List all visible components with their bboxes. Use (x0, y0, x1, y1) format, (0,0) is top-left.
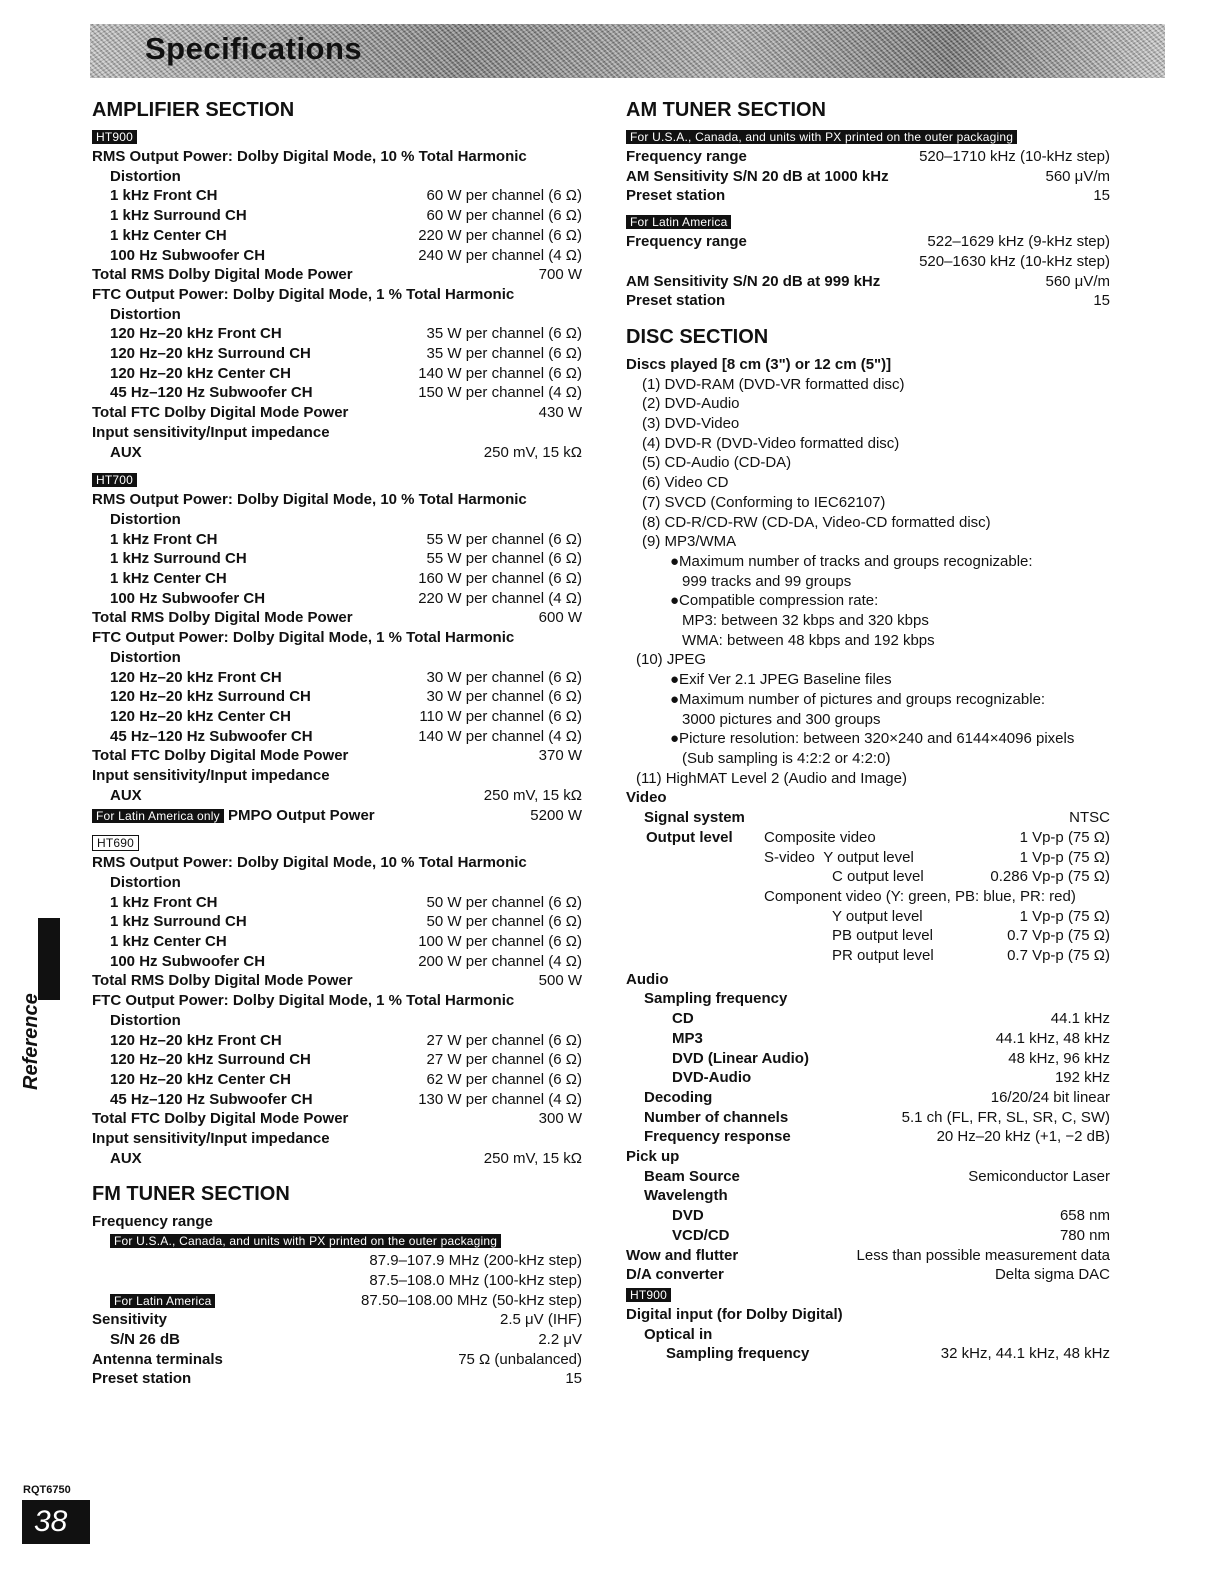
spec-row: S/N 26 dB 2.2 μV (110, 1330, 582, 1348)
spec-row: Total RMS Dolby Digital Mode Power 600 W (92, 609, 582, 627)
spec-row: Frequency range 522–1629 kHz (9-kHz step) (626, 233, 1110, 251)
spec-row: Decoding 16/20/24 bit linear (644, 1088, 1110, 1106)
spec-row: Beam Source Semiconductor Laser (644, 1167, 1110, 1185)
spec-heading: Pick up (626, 1148, 680, 1166)
list-note: ●Maximum number of tracks and groups recognizable: (670, 552, 1033, 570)
spec-row: Total RMS Dolby Digital Mode Power 700 W (92, 266, 582, 284)
spec-subheading: Distortion (110, 305, 181, 323)
list-item: (5) CD-Audio (CD-DA) (642, 454, 792, 472)
list-note: WMA: between 48 kbps and 192 kbps (682, 631, 935, 649)
list-item: (7) SVCD (Conforming to IEC62107) (642, 493, 886, 511)
model-badge: HT700 (92, 473, 137, 487)
spec-row: Sampling frequency 32 kHz, 44.1 kHz, 48 kHz (666, 1345, 1110, 1363)
spec-heading: FTC Output Power: Dolby Digital Mode, 1 % Total Harmonic (92, 629, 515, 647)
spec-subheading: Distortion (110, 873, 181, 891)
spec-row: D/A converter Delta sigma DAC (626, 1266, 1110, 1284)
spec-row: DVD-Audio 192 kHz (672, 1069, 1110, 1087)
spec-row: Frequency range 520–1710 kHz (10-kHz step) (626, 148, 1110, 165)
spec-heading: Discs played [8 cm (3") or 12 cm (5")] (626, 355, 892, 373)
spec-row: 1 kHz Center CH 220 W per channel (6 Ω) (110, 226, 582, 244)
spec-row: DVD (Linear Audio) 48 kHz, 96 kHz (672, 1049, 1110, 1067)
header-bar (90, 24, 1165, 78)
spec-row: 100 Hz Subwoofer CH 220 W per channel (4 Ω) (110, 589, 582, 607)
disc-section-title: DISC SECTION (626, 325, 769, 348)
list-note: ●Exif Ver 2.1 JPEG Baseline files (670, 671, 892, 689)
spec-row: PR output level 0.7 Vp-p (75 Ω) (832, 947, 1110, 965)
spec-row: 1 kHz Surround CH 50 W per channel (6 Ω) (110, 913, 582, 931)
page-number: 38 (22, 1500, 90, 1544)
spec-row: Preset station 15 (92, 1370, 582, 1388)
spec-row: Total FTC Dolby Digital Mode Power 430 W (92, 404, 582, 422)
spec-row: AM Sensitivity S/N 20 dB at 999 kHz 560 μV/m (626, 272, 1110, 290)
spec-row: AUX 250 mV, 15 kΩ (110, 1149, 582, 1167)
spec-row: Antenna terminals 75 Ω (unbalanced) (92, 1350, 582, 1368)
spec-subheading: Sampling frequency (644, 990, 788, 1008)
amp-ht690-block (92, 834, 582, 1168)
list-item: (9) MP3/WMA (642, 533, 737, 551)
list-item: (1) DVD-RAM (DVD-VR formatted disc) (642, 375, 905, 393)
spec-row: Output level Composite video 1 Vp-p (75 Ω) (646, 828, 1110, 846)
list-note: MP3: between 32 kbps and 320 kbps (682, 612, 929, 630)
spec-row: 1 kHz Front CH 55 W per channel (6 Ω) (110, 530, 582, 548)
spec-heading: Input sensitivity/Input impedance (92, 767, 330, 785)
list-item: (4) DVD-R (DVD-Video formatted disc) (642, 434, 900, 452)
spec-row: 120 Hz–20 kHz Surround CH 27 W per channel (6 Ω) (110, 1051, 582, 1069)
list-item: (10) JPEG (636, 651, 707, 669)
spec-row: Number of channels 5.1 ch (FL, FR, SL, SR, C, SW) (644, 1108, 1110, 1126)
spec-row: 1 kHz Center CH 100 W per channel (6 Ω) (110, 933, 582, 951)
spec-row: 87.5–108.0 MHz (100-kHz step) (369, 1271, 582, 1289)
amplifier-section-title: AMPLIFIER SECTION (92, 99, 295, 121)
am-tuner-block (626, 98, 1110, 311)
spec-row: 1 kHz Front CH 60 W per channel (6 Ω) (110, 187, 582, 205)
spec-subheading: Wavelength (644, 1187, 728, 1205)
list-note: ●Compatible compression rate: (670, 592, 879, 610)
spec-row: 100 Hz Subwoofer CH 200 W per channel (4 Ω) (110, 952, 582, 970)
spec-subheading: Distortion (110, 648, 181, 666)
spec-row: Total FTC Dolby Digital Mode Power 370 W (92, 747, 582, 765)
spec-row: 1 kHz Front CH 50 W per channel (6 Ω) (110, 893, 582, 911)
list-item: (2) DVD-Audio (642, 395, 740, 413)
spec-row: S-video Y output level 1 Vp-p (75 Ω) (764, 848, 1110, 866)
spec-row: Wow and flutter Less than possible measurement data (626, 1246, 1110, 1264)
model-badge: HT900 (626, 1288, 671, 1302)
spec-row: 120 Hz–20 kHz Surround CH 35 W per channel (6 Ω) (110, 345, 582, 363)
list-item: (6) Video CD (642, 474, 729, 492)
left-column (92, 98, 582, 1389)
spec-subheading: Optical in (644, 1325, 713, 1343)
spec-row: C output level 0.286 Vp-p (75 Ω) (832, 868, 1110, 886)
spec-row: Preset station 15 (626, 187, 1110, 205)
right-column (626, 98, 1110, 1364)
spec-row: Preset station 15 (626, 292, 1110, 310)
spec-heading: Digital input (for Dolby Digital) (626, 1305, 843, 1323)
spec-row: 45 Hz–120 Hz Subwoofer CH 150 W per channel (4 Ω) (110, 384, 582, 402)
spec-row: 45 Hz–120 Hz Subwoofer CH 130 W per channel (4 Ω) (110, 1090, 582, 1108)
spec-row: 120 Hz–20 kHz Center CH 110 W per channel (6 Ω) (110, 707, 582, 725)
spec-row: 120 Hz–20 kHz Surround CH 30 W per channel (6 Ω) (110, 688, 582, 706)
spec-heading: FTC Output Power: Dolby Digital Mode, 1 % Total Harmonic (92, 992, 515, 1010)
list-item: (3) DVD-Video (642, 415, 740, 433)
amp-ht900-block (92, 128, 582, 462)
spec-row: Frequency response 20 Hz–20 kHz (+1, −2 dB) (644, 1128, 1110, 1146)
list-note: 999 tracks and 99 groups (682, 572, 852, 590)
spec-row: 120 Hz–20 kHz Front CH 35 W per channel (6 Ω) (110, 325, 582, 343)
spec-subheading: Distortion (110, 1011, 181, 1029)
spec-row: 1 kHz Surround CH 60 W per channel (6 Ω) (110, 207, 582, 225)
region-badge: For Latin America only (92, 809, 224, 823)
spec-row: AUX 250 mV, 15 kΩ (110, 786, 582, 804)
spec-heading: Frequency range (92, 1213, 213, 1231)
spec-row: DVD 658 nm (672, 1207, 1110, 1225)
side-tab-marker (38, 918, 60, 1000)
list-note: 3000 pictures and 300 groups (682, 710, 881, 728)
spec-row: AM Sensitivity S/N 20 dB at 1000 kHz 560 μV/m (626, 167, 1110, 185)
spec-subheading: Distortion (110, 167, 181, 185)
spec-heading: RMS Output Power: Dolby Digital Mode, 10 % Total Harmonic (92, 491, 527, 509)
spec-row: Component video (Y: green, PB: blue, PR: red) (764, 887, 1076, 905)
list-item: (8) CD-R/CD-RW (CD-DA, Video-CD formatted disc) (642, 513, 991, 531)
spec-heading: RMS Output Power: Dolby Digital Mode, 10 % Total Harmonic (92, 854, 527, 872)
list-note: ●Picture resolution: between 320×240 and 6144×4096 pixels (670, 730, 1075, 748)
spec-row: AUX 250 mV, 15 kΩ (110, 443, 582, 461)
spec-row: MP3 44.1 kHz, 48 kHz (672, 1029, 1110, 1047)
spec-row: 120 Hz–20 kHz Center CH 62 W per channel (6 Ω) (110, 1070, 582, 1088)
spec-row: For Latin America 87.50–108.00 MHz (50-kHz step) (92, 1291, 582, 1311)
page-title: Specifications (145, 31, 363, 66)
list-note: ●Maximum number of pictures and groups recognizable: (670, 690, 1046, 708)
spec-heading: FTC Output Power: Dolby Digital Mode, 1 % Total Harmonic (92, 285, 515, 303)
model-badge: HT900 (92, 130, 137, 144)
spec-heading: Input sensitivity/Input impedance (92, 1130, 330, 1148)
spec-row: 520–1630 kHz (10-kHz step) (919, 252, 1110, 270)
amp-ht700-block (92, 471, 582, 825)
spec-heading: Input sensitivity/Input impedance (92, 423, 330, 441)
model-badge: HT690 (92, 835, 139, 851)
spec-row: CD 44.1 kHz (672, 1010, 1110, 1028)
document-code: RQT6750 (23, 1484, 71, 1496)
spec-row: 87.9–107.9 MHz (200-kHz step) (369, 1252, 582, 1270)
spec-row: Sensitivity 2.5 μV (IHF) (92, 1311, 582, 1329)
disc-section-block (626, 325, 1110, 1364)
pmpo-row: For Latin America only PMPO Output Power 5200 W (92, 806, 582, 826)
list-note: (Sub sampling is 4:2:2 or 4:2:0) (682, 749, 891, 767)
spec-row: 120 Hz–20 kHz Front CH 27 W per channel (6 Ω) (110, 1031, 582, 1049)
region-badge: For Latin America (110, 1294, 215, 1308)
spec-row: 100 Hz Subwoofer CH 240 W per channel (4 Ω) (110, 246, 582, 264)
spec-row: Total FTC Dolby Digital Mode Power 300 W (92, 1110, 582, 1128)
list-item: (11) HighMAT Level 2 (Audio and Image) (636, 769, 907, 787)
am-section-title: AM TUNER SECTION (626, 99, 826, 121)
spec-heading: Audio (626, 970, 669, 988)
region-badge: For U.S.A., Canada, and units with PX printed on the outer packaging (626, 130, 1017, 144)
spec-row: Signal system NTSC (644, 809, 1110, 827)
spec-row: 120 Hz–20 kHz Front CH 30 W per channel (6 Ω) (110, 668, 582, 686)
fm-section-title: FM TUNER SECTION (92, 1183, 290, 1206)
spec-row: PB output level 0.7 Vp-p (75 Ω) (832, 927, 1110, 945)
spec-row: 120 Hz–20 kHz Center CH 140 W per channel (6 Ω) (110, 364, 582, 382)
side-section-label: Reference (20, 993, 42, 1090)
spec-row: Total RMS Dolby Digital Mode Power 500 W (92, 972, 582, 990)
spec-row: VCD/CD 780 nm (672, 1226, 1110, 1244)
spec-row: 45 Hz–120 Hz Subwoofer CH 140 W per channel (4 Ω) (110, 727, 582, 745)
spec-heading: Video (626, 789, 667, 807)
spec-heading: RMS Output Power: Dolby Digital Mode, 10 % Total Harmonic (92, 148, 527, 165)
spec-row: 1 kHz Surround CH 55 W per channel (6 Ω) (110, 550, 582, 568)
spec-subheading: Distortion (110, 510, 181, 528)
region-badge: For Latin America (626, 215, 731, 229)
spec-row: Y output level 1 Vp-p (75 Ω) (832, 907, 1110, 925)
region-badge: For U.S.A., Canada, and units with PX printed on the outer packaging (110, 1234, 501, 1248)
fm-tuner-block (92, 1182, 582, 1389)
spec-row: 1 kHz Center CH 160 W per channel (6 Ω) (110, 570, 582, 588)
